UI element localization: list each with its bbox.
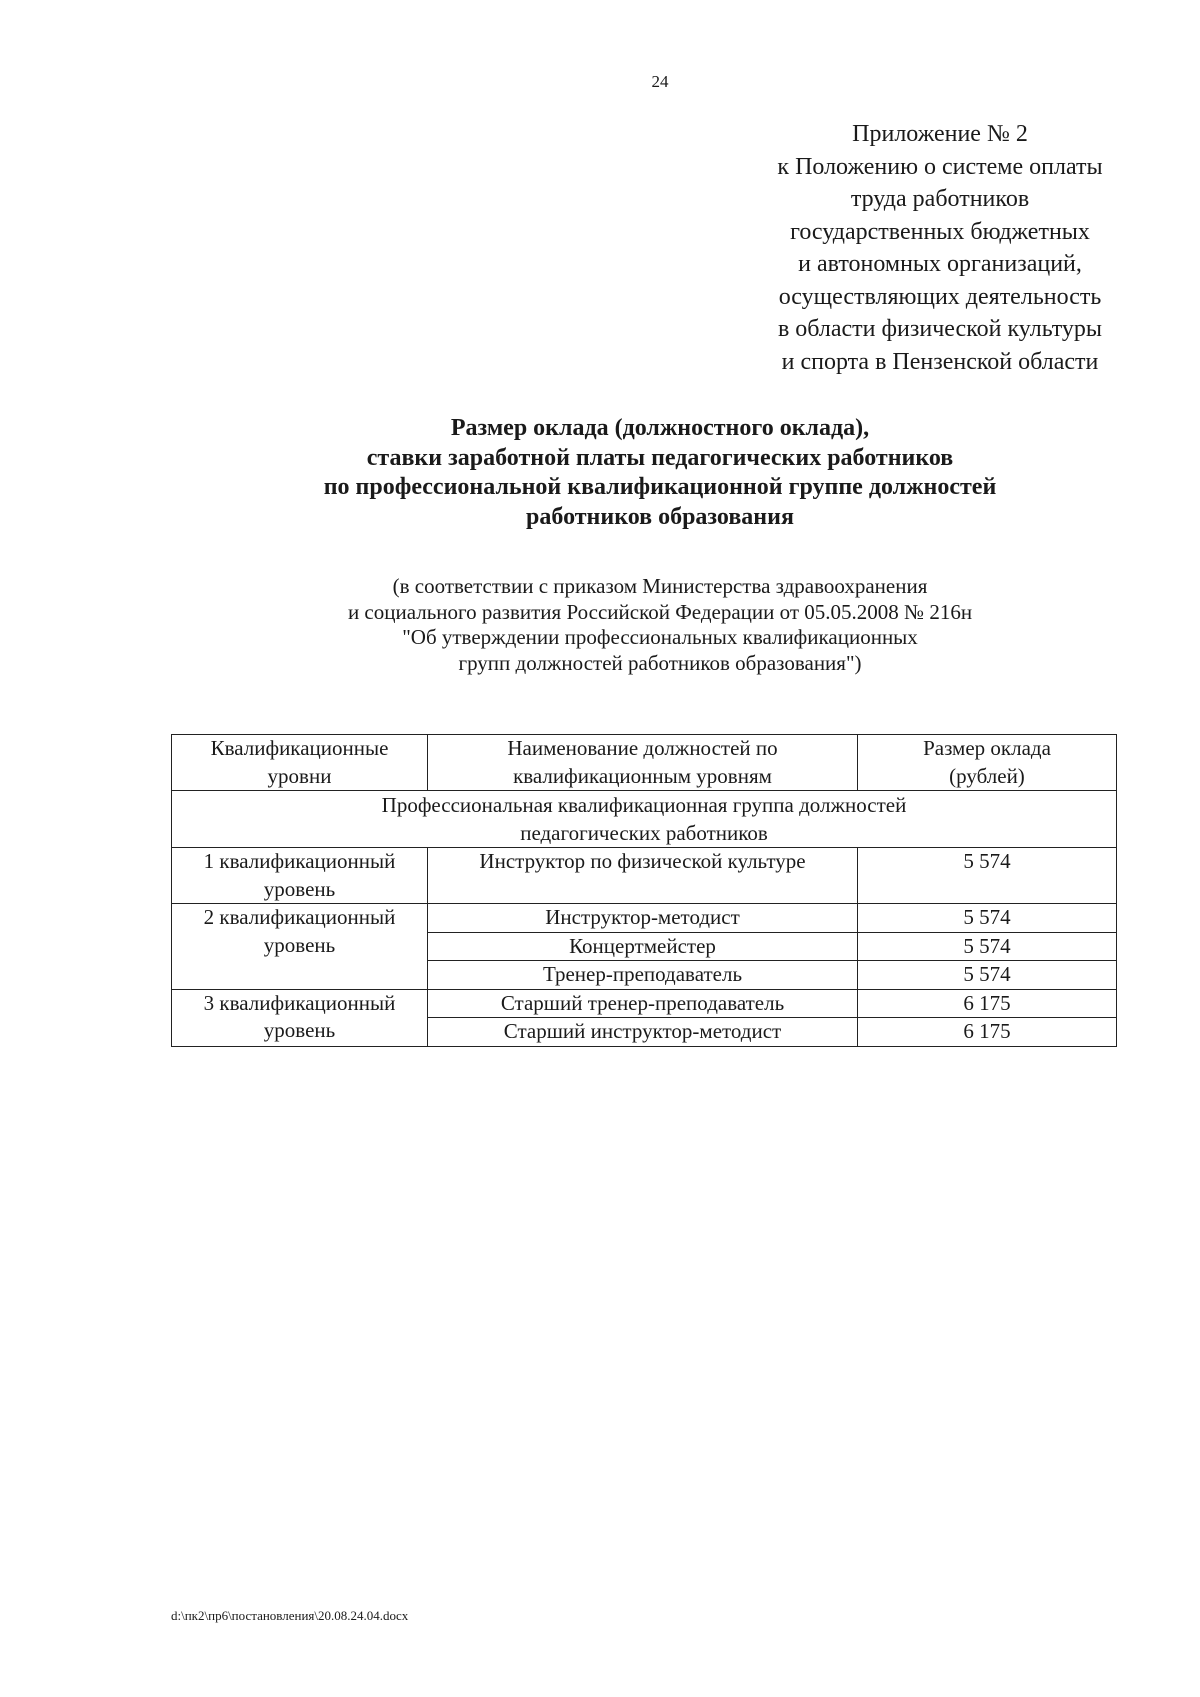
level-cell (172, 848, 428, 904)
level-cell (172, 989, 428, 1046)
level-line: уровень (263, 876, 336, 901)
position-name-cell: Инструктор по физической культуре (428, 848, 858, 904)
table-row (172, 848, 1117, 904)
group-title-line: педагогических работников (520, 821, 768, 845)
appendix-header (740, 118, 1140, 378)
subtitle-line: и социального развития Российской Федерации от 05.05.2008 № 216н (347, 599, 973, 624)
header-position-name (428, 735, 858, 791)
title-line: по профессиональной квалификационной группе должностей (323, 474, 997, 500)
title-line: работников образования (526, 503, 794, 530)
group-title-cell (172, 791, 1117, 848)
salary-cell: 5 574 (858, 961, 1117, 990)
salary-cell: 5 574 (858, 848, 1117, 904)
level-line: 1 квалификационный (203, 849, 396, 873)
position-name-cell: Старший тренер-преподаватель (428, 989, 858, 1018)
header-name-line: Наименование должностей по (507, 736, 778, 760)
header-level-line: Квалификационные (210, 736, 389, 760)
appendix-line: Приложение № 2 (852, 121, 1028, 147)
level-cell (172, 904, 428, 990)
position-name-cell: Инструктор-методист (428, 904, 858, 933)
appendix-line: в области физической культуры (777, 316, 1103, 342)
salary-table (171, 734, 1117, 1047)
header-level-line: уровни (267, 763, 332, 788)
page-number: 24 (651, 72, 669, 91)
title-line: ставки заработной платы педагогических работников (366, 444, 954, 471)
appendix-line: труда работников (850, 186, 1030, 212)
table-row (172, 904, 1117, 933)
subtitle-line: (в соответствии с приказом Министерства здравоохранения (392, 574, 928, 598)
header-name-line: квалификационным уровням (513, 763, 772, 788)
salary-cell: 6 175 (858, 1018, 1117, 1047)
salary-cell: 5 574 (858, 932, 1117, 961)
header-rate-line: Размер оклада (923, 736, 1051, 760)
document-title (180, 414, 1140, 532)
salary-cell: 6 175 (858, 989, 1117, 1018)
header-level (172, 735, 428, 791)
level-line: уровень (263, 932, 336, 957)
salary-cell: 5 574 (858, 904, 1117, 933)
header-rate-line: (рублей) (949, 763, 1025, 788)
title-line: Размер оклада (должностного оклада), (450, 415, 870, 441)
document-subtitle (180, 574, 1140, 676)
appendix-line: государственных бюджетных (790, 218, 1090, 245)
level-line: уровень (263, 1018, 336, 1042)
appendix-line: и автономных организаций, (798, 251, 1082, 277)
subtitle-line: групп должностей работников образования") (458, 650, 862, 675)
table-row (172, 989, 1117, 1018)
appendix-line: осуществляющих деятельность (778, 283, 1102, 310)
position-name-cell: Концертмейстер (428, 932, 858, 961)
appendix-line: и спорта в Пензенской области (781, 348, 1099, 375)
position-name-cell: Тренер-преподаватель (428, 961, 858, 990)
group-title-line: Профессиональная квалификационная группа должностей (381, 793, 907, 817)
table-header-row (172, 735, 1117, 791)
level-line: 2 квалификационный (203, 905, 396, 929)
level-line: 3 квалификационный (203, 990, 396, 1015)
appendix-line: к Положению о системе оплаты (777, 153, 1103, 180)
file-path-footer: d:\пк2\пр6\постановления\20.08.24.04.docx (171, 1608, 409, 1623)
position-name-cell: Старший инструктор-методист (428, 1018, 858, 1047)
subtitle-line: "Об утверждении профессиональных квалификационных (402, 625, 918, 649)
header-salary (858, 735, 1117, 791)
group-title-row (172, 791, 1117, 848)
